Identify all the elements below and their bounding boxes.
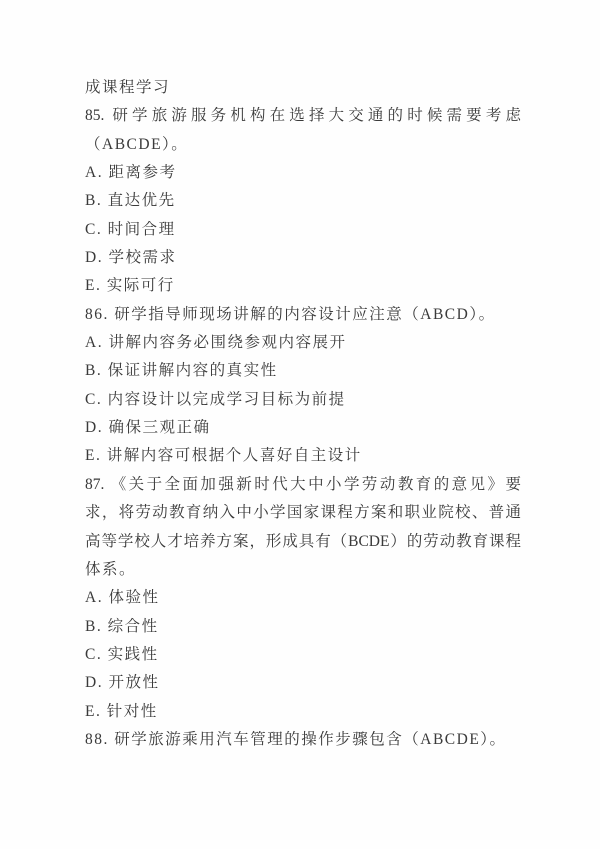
text-line: C. 实践性 xyxy=(85,645,159,663)
text-line: E. 针对性 xyxy=(85,702,158,720)
text-line: E. 实际可行 xyxy=(85,277,175,295)
text-block xyxy=(85,74,521,754)
text-line: 88. 研学旅游乘用汽车管理的操作步骤包含（ABCDE）。 xyxy=(85,730,507,748)
text-line: 体系。 xyxy=(85,560,137,578)
text-line: D. 开放性 xyxy=(85,674,160,692)
text-line: C. 时间合理 xyxy=(85,220,176,238)
text-line: 86. 研学指导师现场讲解的内容设计应注意（ABCD）。 xyxy=(85,305,496,323)
text-line: D. 学校需求 xyxy=(85,249,177,267)
text-line: B. 综合性 xyxy=(85,617,159,635)
text-line: A. 讲解内容务必围绕参观内容展开 xyxy=(85,334,347,352)
text-line: 87. 《关于全面加强新时代大中小学劳动教育的意见》要 xyxy=(85,475,521,493)
text-line: B. 直达优先 xyxy=(85,192,176,210)
text-line: （ABCDE）。 xyxy=(85,135,189,153)
text-line: D. 确保三观正确 xyxy=(85,419,211,437)
text-line: 高等学校人才培养方案，形成具有（BCDE）的劳动教育课程 xyxy=(85,532,521,550)
text-line: C. 内容设计以完成学习目标为前提 xyxy=(85,390,346,408)
text-line: A. 距离参考 xyxy=(85,164,177,182)
text-line: E. 讲解内容可根据个人喜好自主设计 xyxy=(85,447,362,465)
text-line: 85. 研学旅游服务机构在选择大交通的时候需要考虑 xyxy=(85,107,521,125)
text-line: B. 保证讲解内容的真实性 xyxy=(85,362,278,380)
text-line: 成课程学习 xyxy=(85,79,171,96)
text-line: A. 体验性 xyxy=(85,589,160,607)
text-line: 求，将劳动教育纳入中小学国家课程方案和职业院校、普通 xyxy=(85,504,521,522)
